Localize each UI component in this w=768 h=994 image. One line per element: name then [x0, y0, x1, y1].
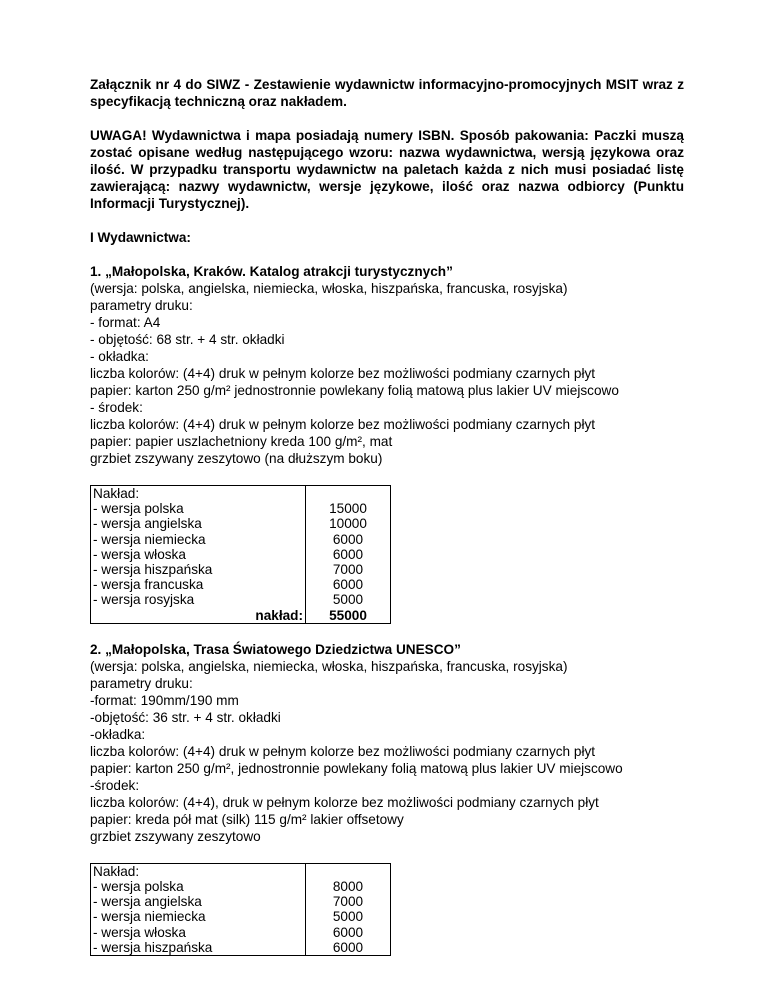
total-quantity: 55000 — [329, 607, 367, 623]
spec-line: -okładka: — [90, 726, 146, 742]
version-quantity: 8000 — [332, 879, 364, 895]
section-heading: I Wydawnictwa: — [90, 230, 191, 245]
publication-title: 1. „Małopolska, Kraków. Katalog atrakcji turystycznych” — [90, 264, 453, 279]
spec-line: - objętość: 68 str. + 4 str. okładki — [90, 332, 285, 347]
version-label: - wersja niemiecka — [93, 909, 206, 925]
publication-item-1 — [90, 263, 684, 624]
total-label: nakład: — [255, 607, 303, 623]
print-specification — [90, 280, 684, 467]
version-label: - wersja niemiecka — [93, 531, 206, 547]
empty-cell — [308, 864, 388, 879]
version-quantity: 7000 — [332, 894, 364, 910]
spec-line: -objętość: 36 str. + 4 str. okładki — [90, 709, 281, 725]
document-title: Załącznik nr 4 do SIWZ - Zestawienie wydawnictw informacyjno-promocyjnych MSIT wraz z specyfikacją techniczną oraz nakładem. — [90, 77, 684, 109]
spec-line: parametry druku: — [90, 298, 193, 313]
version-quantity: 6000 — [332, 546, 364, 562]
print-run-values — [306, 486, 391, 624]
warning-note: UWAGA! Wydawnictwa i mapa posiadają numery ISBN. Sposób pakowania: Paczki muszą zostać opisane według następującego wzoru: nazwa wydawnictwa, wersją językowa oraz ilość. W przypadku transportu wydawnictw na paletach każda z nich musi posiadać listę zawierającą: nazwy wydawnictw, wersje językowe, ilość oraz nazwa odbiorcy (Punktu Informacji Turystycznej). — [90, 128, 684, 211]
spec-line: - środek: — [90, 400, 143, 415]
version-label: - wersja angielska — [93, 516, 202, 532]
spec-line: (wersja: polska, angielska, niemiecka, włoska, hiszpańska, francuska, rosyjska) — [90, 658, 568, 674]
spec-line: papier: kreda pół mat (silk) 115 g/m² lakier offsetowy — [90, 811, 404, 827]
spec-line: liczba kolorów: (4+4), druk w pełnym kolorze bez możliwości podmiany czarnych płyt — [90, 794, 599, 810]
publication-title: 2. „Małopolska, Trasa Światowego Dziedzictwa UNESCO” — [90, 641, 461, 657]
version-quantity: 5000 — [332, 592, 364, 608]
empty-cell — [308, 486, 388, 501]
version-label: - wersja angielska — [93, 894, 202, 910]
version-label: - wersja hiszpańska — [93, 939, 213, 955]
version-quantity: 15000 — [329, 501, 367, 517]
spec-line: liczba kolorów: (4+4) druk w pełnym kolorze bez możliwości podmiany czarnych płyt — [90, 743, 596, 759]
spec-line: - okładka: — [90, 349, 149, 364]
spec-line: papier: papier uszlachetniony kreda 100 g/m², mat — [90, 434, 393, 449]
version-label: - wersja hiszpańska — [93, 562, 213, 578]
spec-line: papier: karton 250 g/m², jednostronnie powlekany folią matową plus lakier UV miejscowo — [90, 760, 623, 776]
version-quantity: 6000 — [332, 531, 364, 547]
spec-line: grzbiet zszywany zeszytowo (na dłuższym boku) — [90, 451, 383, 466]
version-label: - wersja polska — [93, 501, 184, 517]
version-label: - wersja polska — [93, 879, 184, 895]
print-run-labels — [91, 863, 306, 955]
version-label: - wersja francuska — [93, 577, 204, 593]
spec-line: -format: 190mm/190 mm — [90, 692, 239, 708]
print-run-table — [90, 485, 391, 624]
version-quantity: 5000 — [332, 909, 364, 925]
spec-line: -środek: — [90, 777, 140, 793]
spec-line: (wersja: polska, angielska, niemiecka, włoska, hiszpańska, francuska, rosyjska) — [90, 281, 568, 296]
print-run-heading: Nakład: — [93, 486, 140, 501]
spec-line: papier: karton 250 g/m² jednostronnie powlekany folią matową plus lakier UV miejscowo — [90, 383, 619, 398]
spec-line: grzbiet zszywany zeszytowo — [90, 828, 261, 844]
spec-line: - format: A4 — [90, 315, 161, 330]
version-label: - wersja włoska — [93, 546, 186, 562]
spec-line: liczba kolorów: (4+4) druk w pełnym kolorze bez możliwości podmiany czarnych płyt — [90, 366, 596, 381]
version-quantity: 7000 — [332, 562, 364, 578]
spec-line: parametry druku: — [90, 675, 193, 691]
version-quantity: 6000 — [332, 924, 364, 940]
print-run-values — [306, 863, 391, 955]
print-run-heading: Nakład: — [93, 863, 140, 879]
print-specification — [90, 658, 684, 845]
print-run-table — [90, 863, 391, 956]
version-label: - wersja włoska — [93, 924, 186, 940]
print-run-labels — [91, 486, 306, 624]
spec-line: liczba kolorów: (4+4) druk w pełnym kolorze bez możliwości podmiany czarnych płyt — [90, 417, 596, 432]
version-label: - wersja rosyjska — [93, 592, 195, 608]
version-quantity: 6000 — [332, 577, 364, 593]
publication-item-2 — [90, 641, 684, 956]
version-quantity: 6000 — [332, 939, 364, 955]
version-quantity: 10000 — [329, 516, 367, 532]
document-page — [90, 76, 684, 956]
